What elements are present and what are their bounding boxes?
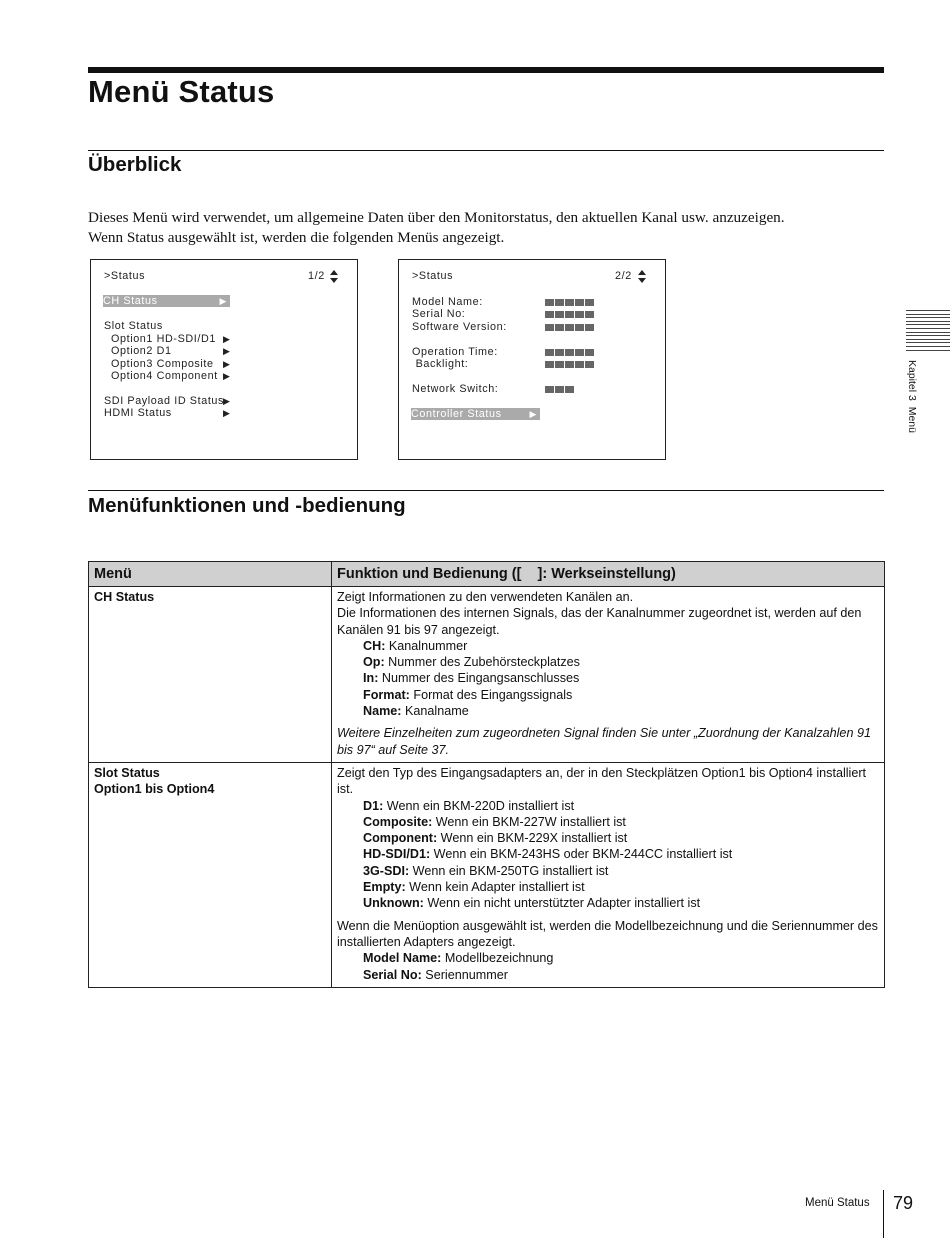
definition-item (337, 950, 879, 966)
menu-item-hdmi-status[interactable]: HDMI Status (104, 407, 172, 419)
definition-term: D1: (363, 798, 384, 813)
footer-divider (883, 1190, 884, 1238)
definition-desc: Wenn kein Adapter installiert ist (405, 880, 585, 895)
definition-desc: Wenn ein BKM-229X installiert ist (437, 831, 628, 846)
table-header-function: Funktion und Bedienung ([ ]: Werkseinstellung) (332, 562, 885, 587)
menu-item-option3[interactable]: Option3 Composite (111, 358, 214, 370)
definition-term: Op: (363, 655, 385, 670)
field-label-network-switch: Network Switch: (412, 383, 499, 395)
section-heading-functions: Menüfunktionen und -bedienung (88, 494, 406, 517)
table-row (89, 587, 885, 763)
definition-item (337, 703, 879, 719)
definition-term: 3G-SDI: (363, 863, 410, 878)
up-down-arrow-icon (330, 270, 338, 283)
arrow-right-icon: ▶ (219, 296, 227, 306)
status-screen-page-2 (398, 259, 666, 460)
arrow-right-icon: ▶ (223, 371, 231, 381)
title-rule (88, 67, 884, 73)
field-label-serial-no: Serial No: (412, 308, 466, 320)
definition-desc: Wenn ein BKM-250TG installiert ist (409, 863, 609, 878)
definition-item (337, 846, 879, 862)
menu-name: Slot Status (94, 765, 160, 780)
definition-term: Format: (363, 687, 410, 702)
value-placeholder-blocks (545, 321, 595, 333)
definition-item (337, 798, 879, 814)
definition-term: Component: (363, 831, 438, 846)
definition-item (337, 687, 879, 703)
up-down-arrow-icon (638, 270, 646, 283)
arrow-right-icon: ▶ (529, 409, 537, 419)
arrow-right-icon: ▶ (223, 346, 231, 356)
table-cell-menu (89, 587, 332, 763)
definition-item (337, 863, 879, 879)
description-text: Zeigt den Typ des Eingangsadapters an, der in den Steckplätzen Option1 bis Option4 installiert ist. (337, 765, 867, 797)
table-cell-function (332, 762, 885, 987)
overview-line: Wenn Status ausgewählt ist, werden die folgenden Menüs angezeigt. (88, 229, 505, 246)
field-label-backlight: Backlight: (412, 358, 469, 370)
definition-desc: Kanalnummer (385, 638, 468, 653)
definition-desc: Format des Eingangssignals (409, 687, 573, 702)
screen-page-indicator: 1/2 (308, 270, 325, 282)
chapter-tab-label: Kapitel 3 Menü (906, 360, 918, 433)
description-text: Wenn die Menüoption ausgewählt ist, werden die Modellbezeichnung und die Seriennummer des installierten Adapters angezeigt. (337, 918, 878, 949)
definition-desc: Kanalname (401, 704, 469, 719)
arrow-right-icon: ▶ (223, 408, 231, 418)
menu-name: CH Status (94, 590, 155, 604)
menu-function-table (88, 561, 885, 988)
value-placeholder-blocks (545, 383, 575, 395)
value-placeholder-blocks (545, 296, 595, 308)
table-header-menu: Menü (89, 562, 332, 587)
definition-desc: Nummer des Zubehörsteckplatzes (384, 655, 580, 670)
value-placeholder-blocks (545, 358, 595, 370)
definition-item (337, 895, 879, 911)
section-rule (88, 490, 884, 491)
value-placeholder-blocks (545, 346, 595, 358)
description-text: Die Informationen des internen Signals, das der Kanalnummer zugeordnet ist, werden auf den Kanälen 91 bis 97 angezeigt. (337, 606, 862, 637)
table-cell-function (332, 587, 885, 763)
definition-desc: Modellbezeichnung (441, 951, 554, 966)
definition-desc: Wenn ein BKM-243HS oder BKM-244CC installiert ist (430, 847, 733, 862)
section-rule (88, 150, 884, 151)
definition-term: HD-SDI/D1: (363, 847, 431, 862)
footer-section-label: Menü Status (805, 1197, 870, 1209)
menu-item-controller-status[interactable] (411, 408, 540, 420)
definition-desc: Wenn ein BKM-227W installiert ist (432, 814, 626, 829)
screen-header: >Status (412, 270, 454, 282)
section-heading-overview: Überblick (88, 153, 182, 176)
overview-line: Dieses Menü wird verwendet, um allgemeine Daten über den Monitorstatus, den aktuellen Kanal usw. anzuzeigen. (88, 209, 785, 226)
definition-item (337, 814, 879, 830)
overview-paragraph (88, 208, 884, 248)
page-number: 79 (893, 1193, 914, 1213)
cross-reference-note: Weitere Einzelheiten zum zugeordneten Signal finden Sie unter „Zuordnung der Kanalzahlen 91 bis 97“ auf Seite 37. (337, 726, 871, 757)
chapter-tab-lines (906, 310, 950, 353)
definition-term: CH: (363, 638, 386, 653)
menu-item-label: Controller Status (411, 408, 502, 420)
menu-item-ch-status[interactable] (103, 295, 230, 307)
screen-page-indicator: 2/2 (615, 270, 632, 282)
definition-desc: Nummer des Eingangsanschlusses (378, 671, 580, 686)
definition-term: Composite: (363, 814, 433, 829)
definition-item (337, 967, 879, 983)
definition-item (337, 830, 879, 846)
menu-name: Option1 bis Option4 (94, 782, 215, 797)
definition-term: Empty: (363, 880, 406, 895)
arrow-right-icon: ▶ (223, 359, 231, 369)
menu-item-option4[interactable]: Option4 Component (111, 370, 218, 382)
definition-item (337, 654, 879, 670)
table-cell-menu (89, 762, 332, 987)
field-label-model-name: Model Name: (412, 296, 483, 308)
field-label-operation-time: Operation Time: (412, 346, 498, 358)
description-text: Zeigt Informationen zu den verwendeten Kanälen an. (337, 590, 634, 604)
arrow-right-icon: ▶ (223, 334, 231, 344)
table-header-row (89, 562, 885, 587)
field-label-software-version: Software Version: (412, 321, 507, 333)
definition-desc: Wenn ein BKM-220D installiert ist (383, 798, 575, 813)
definition-item (337, 638, 879, 654)
value-placeholder-blocks (545, 308, 595, 320)
slot-status-heading: Slot Status (104, 320, 163, 332)
menu-item-option2[interactable]: Option2 D1 (111, 345, 172, 357)
chapter-tab (889, 360, 939, 450)
definition-term: Name: (363, 704, 402, 719)
definition-desc: Wenn ein nicht unterstützter Adapter installiert ist (423, 896, 701, 911)
definition-term: Serial No: (363, 967, 422, 982)
screen-header: >Status (104, 270, 146, 282)
definition-desc: Seriennummer (421, 967, 508, 982)
menu-item-option1[interactable]: Option1 HD-SDI/D1 (111, 333, 217, 345)
definition-term: Unknown: (363, 896, 424, 911)
table-row (89, 762, 885, 987)
definition-term: In: (363, 671, 379, 686)
definition-term: Model Name: (363, 951, 442, 966)
status-screen-page-1 (90, 259, 358, 460)
arrow-right-icon: ▶ (223, 396, 231, 406)
menu-item-label: CH Status (103, 295, 158, 307)
definition-item (337, 879, 879, 895)
definition-item (337, 670, 879, 686)
menu-item-sdi-payload[interactable]: SDI Payload ID Status (104, 395, 225, 407)
page-title: Menü Status (88, 74, 275, 109)
